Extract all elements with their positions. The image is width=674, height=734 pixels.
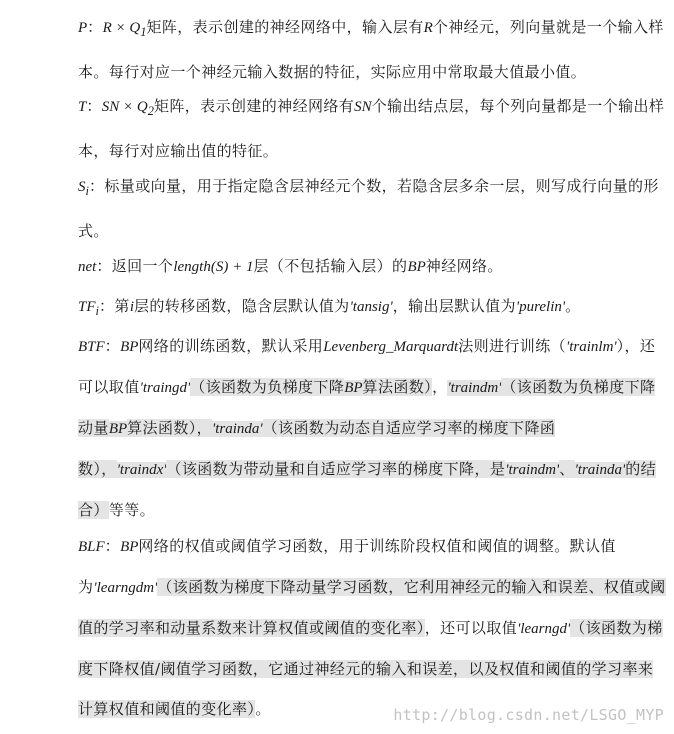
symbol-net: net <box>78 259 97 275</box>
math-inline: Levenberg_Marquardt <box>323 339 459 355</box>
description-text: 。 <box>255 700 271 718</box>
description-text: 等等。 <box>108 501 156 519</box>
description-text: ， <box>432 378 448 396</box>
symbol-btf: BTF <box>78 339 105 355</box>
math-inline: 'traindx' <box>116 462 167 478</box>
description-text: 神经网络。 <box>425 257 503 275</box>
description-text: ，还可以取值 <box>424 619 518 637</box>
math-inline: 'learngdm' <box>93 580 158 596</box>
paragraph-blf <box>44 526 666 729</box>
math-inline: 'traindm' <box>505 462 560 478</box>
highlighted-text: 算法函数） <box>362 378 433 396</box>
math-inline: BP <box>120 339 139 355</box>
symbol-p: P <box>78 20 88 36</box>
highlighted-text: （该函数为负梯度下降 <box>190 378 345 396</box>
math-inline: SN <box>354 99 372 115</box>
description-text: 矩阵，表示创建的神经网络中，输入层有 <box>146 18 424 36</box>
math-subscript: 2 <box>147 104 154 118</box>
math-inline: 'purelin' <box>515 299 566 315</box>
paragraph-net <box>44 246 666 287</box>
symbol-t: T <box>78 99 87 115</box>
highlighted-text: 、 <box>559 460 575 478</box>
math-inline: 'trainda' <box>574 462 626 478</box>
description-text: 网络的训练函数，默认采用 <box>138 337 324 355</box>
description-text: 法则进行训练（ <box>458 337 567 355</box>
colon: ： <box>88 177 105 195</box>
math-inline: BP <box>108 421 128 437</box>
math-inline: 'traindm' <box>447 380 502 396</box>
highlighted-text: 算法函数）， <box>127 419 213 437</box>
description-text: 网络的权值或阈值学习函数，用于训练阶段权值和阈值的调整。默认值为 <box>78 537 616 596</box>
colon: ： <box>96 257 112 275</box>
highlighted-text: （该函数为梯度下降动量学习函数，它利用神经元的输入和误差、权值或阈值的学习率和动量系数来计算权值或阈值的变化率） <box>78 578 666 637</box>
symbol-tf: TF <box>78 299 96 315</box>
highlighted-text: （该函数为负梯度下降动量 <box>78 378 656 437</box>
math-inline: i <box>129 299 134 315</box>
description-text: 第 <box>114 297 130 315</box>
symbol-s: S <box>78 179 86 195</box>
math-inline: 'trainlm' <box>566 339 617 355</box>
highlighted-text: （该函数为动态自适应学习率的梯度下降函数）， <box>78 419 556 478</box>
description-text: 标量或向量，用于指定隐含层神经元个数，若隐含层多余一层，则写成行向量的形式。 <box>78 177 659 240</box>
description-text: 层（不包括输入层）的 <box>253 257 408 275</box>
colon: ： <box>86 97 102 115</box>
symbol-blf: BLF <box>78 539 105 555</box>
math-inline: 'tansig' <box>349 299 393 315</box>
paragraph-tf <box>44 286 666 331</box>
highlighted-text: 的结合） <box>78 460 656 519</box>
math-subscript: i <box>95 304 99 318</box>
math-inline: 'traingd' <box>139 380 191 396</box>
description-text: 。 <box>565 297 581 315</box>
math-inline: BP <box>344 380 363 396</box>
paragraph-s <box>44 166 666 251</box>
math-inline: BP <box>120 539 139 555</box>
math-subscript: i <box>85 184 89 198</box>
math-dimension: SN × Q <box>101 99 148 115</box>
paragraph-p <box>44 7 666 92</box>
description-text: 层的转移函数，隐含层默认值为 <box>133 297 350 315</box>
highlighted-text: （该函数为带动量和自适应学习率的梯度下降，是 <box>166 460 506 478</box>
math-inline: R <box>423 20 433 36</box>
description-text: 个输出结点层，每个列向量都是一个输出样本，每行对应输出值的特征。 <box>78 97 665 160</box>
math-inline: 'learngd' <box>517 621 571 637</box>
description-text: ，输出层默认值为 <box>392 297 516 315</box>
math-inline: 'trainda' <box>212 421 263 437</box>
highlighted-text: （该函数为梯度下降权值/阈值学习函数，它通过神经元的输入和误差，以及权值和阈值的学习率来计算权值和阈值的变化率） <box>78 619 663 718</box>
colon: ： <box>99 297 115 315</box>
watermark-url: http://blog.csdn.net/LSGO_MYP <box>393 706 664 724</box>
description-text: ），还可以取值 <box>78 337 656 396</box>
paragraph-btf <box>44 326 666 530</box>
colon: ： <box>104 337 121 355</box>
math-subscript: 1 <box>140 25 147 39</box>
math-inline: BP <box>407 259 426 275</box>
description-text: 返回一个 <box>111 257 174 275</box>
colon: ： <box>87 18 103 36</box>
math-inline: length(S) + 1 <box>173 259 254 275</box>
colon: ： <box>104 537 121 555</box>
description-text: 个神经元，列向量就是一个输入样本。每行对应一个神经元输入数据的特征，实际应用中常取最大值最小值。 <box>78 18 664 81</box>
paragraph-t <box>44 86 666 171</box>
description-text: 矩阵，表示创建的神经网络有 <box>153 97 355 115</box>
math-dimension: R × Q <box>102 20 141 36</box>
